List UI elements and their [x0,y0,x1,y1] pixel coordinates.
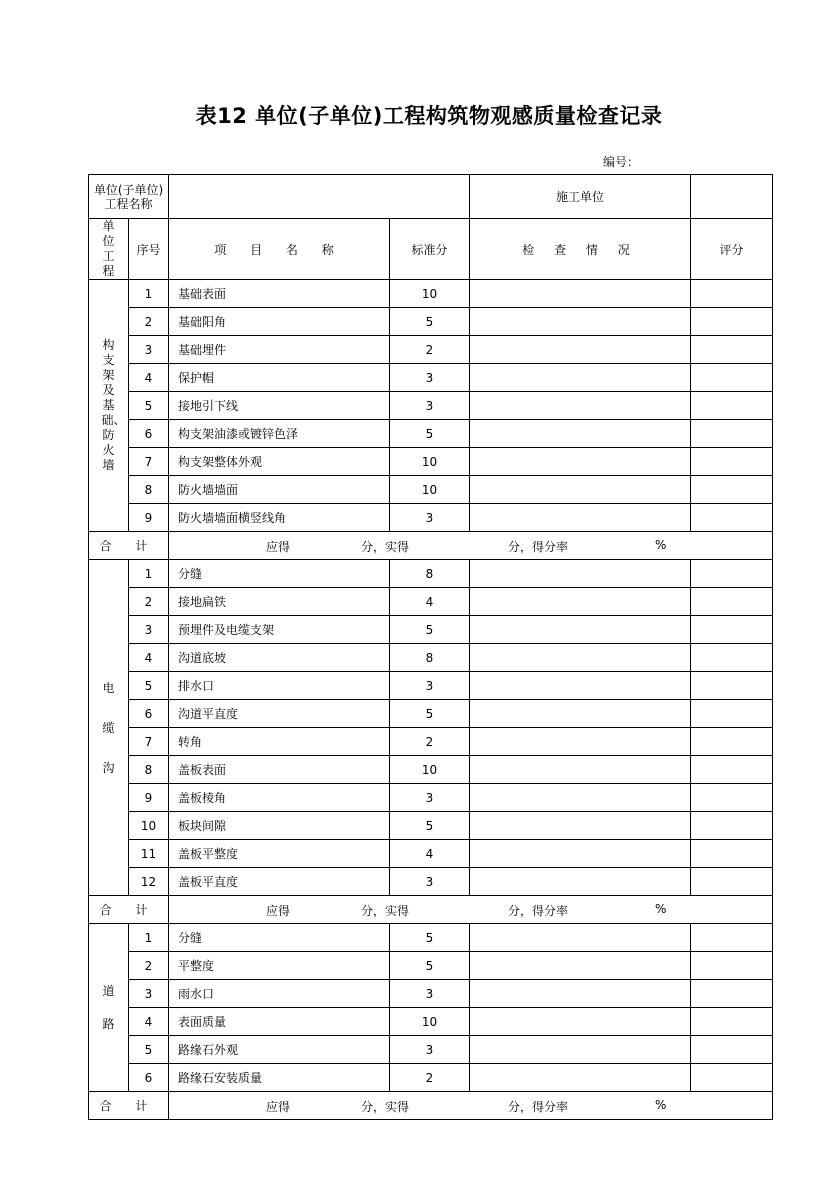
item-check-field[interactable] [470,280,691,308]
table-row [89,700,773,728]
table-row [89,1064,773,1092]
item-no: 8 [129,756,169,784]
item-no: 4 [129,364,169,392]
item-check-field[interactable] [470,308,691,336]
item-no: 12 [129,868,169,896]
summary-rate: 分，得分率 [508,1100,569,1114]
item-name: 基础表面 [169,280,390,308]
item-name: 转角 [169,728,390,756]
item-name: 雨水口 [169,980,390,1008]
item-name: 盖板平整度 [169,840,390,868]
item-no: 2 [129,588,169,616]
item-check-field[interactable] [470,672,691,700]
item-no: 10 [129,812,169,840]
col-check: 检 查 情 况 [470,219,691,280]
summary-rate: 分，得分率 [508,540,569,554]
table-row [89,420,773,448]
code-label: 编号： [603,155,640,169]
item-name: 分缝 [169,924,390,952]
item-score-field[interactable] [691,504,773,532]
item-score-field[interactable] [691,476,773,504]
item-no: 6 [129,700,169,728]
table-row [89,728,773,756]
item-no: 9 [129,784,169,812]
item-name: 预埋件及电缆支架 [169,616,390,644]
item-no: 3 [129,616,169,644]
item-standard-score: 4 [390,840,470,868]
item-score-field[interactable] [691,756,773,784]
item-no: 6 [129,1064,169,1092]
col-item: 项 目 名 称 [169,219,390,280]
table-row [89,588,773,616]
summary-formula[interactable] [169,896,773,924]
item-no: 1 [129,280,169,308]
item-standard-score: 10 [390,280,470,308]
item-check-field[interactable] [470,364,691,392]
item-check-field[interactable] [470,448,691,476]
item-no: 11 [129,840,169,868]
item-check-field[interactable] [470,700,691,728]
item-name: 排水口 [169,672,390,700]
item-no: 3 [129,980,169,1008]
item-standard-score: 3 [390,980,470,1008]
item-score-field[interactable] [691,700,773,728]
item-check-field[interactable] [470,560,691,588]
summary-row [89,1092,773,1120]
item-check-field[interactable] [470,392,691,420]
item-check-field[interactable] [470,1008,691,1036]
item-standard-score: 2 [390,336,470,364]
item-name: 盖板棱角 [169,784,390,812]
item-name: 板块间隙 [169,812,390,840]
unit-project-field[interactable] [169,175,470,219]
item-standard-score: 3 [390,364,470,392]
item-standard-score: 5 [390,924,470,952]
item-standard-score: 10 [390,476,470,504]
item-check-field[interactable] [470,1064,691,1092]
item-name: 接地引下线 [169,392,390,420]
inspection-table [88,174,773,1120]
item-name: 基础阳角 [169,308,390,336]
item-check-field[interactable] [470,924,691,952]
item-standard-score: 3 [390,504,470,532]
item-standard-score: 10 [390,756,470,784]
item-score-field[interactable] [691,672,773,700]
item-check-field[interactable] [470,588,691,616]
col-score: 评分 [691,219,773,280]
section-name: 道路 [89,924,129,1092]
item-standard-score: 10 [390,448,470,476]
item-score-field[interactable] [691,1008,773,1036]
summary-actual-get: 分，实得 [361,540,410,554]
table-row [89,644,773,672]
item-name: 路缘石安装质量 [169,1064,390,1092]
item-score-field[interactable] [691,364,773,392]
item-no: 5 [129,672,169,700]
summary-actual-get: 分，实得 [361,904,410,918]
item-score-field[interactable] [691,1064,773,1092]
item-score-field[interactable] [691,868,773,896]
item-score-field[interactable] [691,420,773,448]
table-row [89,868,773,896]
construction-unit-field[interactable] [691,175,773,219]
item-score-field[interactable] [691,616,773,644]
item-standard-score: 5 [390,308,470,336]
item-name: 基础埋件 [169,336,390,364]
item-standard-score: 4 [390,588,470,616]
summary-row [89,532,773,560]
item-no: 8 [129,476,169,504]
item-check-field[interactable] [470,784,691,812]
table-row [89,336,773,364]
item-check-field[interactable] [470,980,691,1008]
table-row [89,756,773,784]
summary-should-get: 应得 [266,1100,291,1114]
item-check-field[interactable] [470,952,691,980]
summary-percent: % [655,1098,667,1112]
summary-label: 合 计 [89,896,169,924]
item-no: 1 [129,924,169,952]
page-title: 表12 单位(子单位)工程构筑物观感质量检查记录 [195,104,663,128]
item-standard-score: 8 [390,560,470,588]
item-score-field[interactable] [691,1036,773,1064]
item-score-field[interactable] [691,280,773,308]
item-no: 2 [129,952,169,980]
section-name: 电缆沟 [89,560,129,896]
item-standard-score: 3 [390,868,470,896]
table-row [89,364,773,392]
table-row [89,448,773,476]
item-name: 平整度 [169,952,390,980]
table-row [89,392,773,420]
item-check-field[interactable] [470,840,691,868]
item-check-field[interactable] [470,504,691,532]
item-check-field[interactable] [470,812,691,840]
item-name: 路缘石外观 [169,1036,390,1064]
item-name: 盖板平直度 [169,868,390,896]
item-check-field[interactable] [470,476,691,504]
item-score-field[interactable] [691,336,773,364]
item-score-field[interactable] [691,588,773,616]
item-standard-score: 2 [390,1064,470,1092]
table-row [89,476,773,504]
item-no: 3 [129,336,169,364]
item-score-field[interactable] [691,980,773,1008]
item-score-field[interactable] [691,560,773,588]
summary-actual-get: 分，实得 [361,1100,410,1114]
item-standard-score: 5 [390,616,470,644]
table-row [89,1036,773,1064]
item-check-field[interactable] [470,1036,691,1064]
summary-formula[interactable] [169,1092,773,1120]
col-standard: 标准分 [390,219,470,280]
table-row [89,560,773,588]
item-no: 1 [129,560,169,588]
table-row [89,980,773,1008]
table-row [89,952,773,980]
col-no: 序号 [129,219,169,280]
item-score-field[interactable] [691,812,773,840]
item-standard-score: 5 [390,952,470,980]
item-no: 6 [129,420,169,448]
item-check-field[interactable] [470,616,691,644]
item-name: 沟道平直度 [169,700,390,728]
table-row [89,504,773,532]
item-standard-score: 8 [390,644,470,672]
item-no: 4 [129,644,169,672]
item-score-field[interactable] [691,392,773,420]
item-standard-score: 5 [390,700,470,728]
item-name: 盖板表面 [169,756,390,784]
item-name: 防火墙墙面横竖线角 [169,504,390,532]
item-check-field[interactable] [470,728,691,756]
item-score-field[interactable] [691,448,773,476]
item-no: 2 [129,308,169,336]
item-check-field[interactable] [470,644,691,672]
item-score-field[interactable] [691,924,773,952]
item-score-field[interactable] [691,644,773,672]
header-row-columns [89,219,773,280]
item-standard-score: 3 [390,672,470,700]
summary-formula[interactable] [169,532,773,560]
item-standard-score: 3 [390,1036,470,1064]
item-score-field[interactable] [691,308,773,336]
item-name: 构支架油漆或镀锌色泽 [169,420,390,448]
table-row [89,672,773,700]
item-name: 防火墙墙面 [169,476,390,504]
item-name: 接地扁铁 [169,588,390,616]
item-score-field[interactable] [691,952,773,980]
item-name: 表面质量 [169,1008,390,1036]
item-standard-score: 3 [390,784,470,812]
item-check-field[interactable] [470,336,691,364]
summary-percent: % [655,902,667,916]
summary-rate: 分，得分率 [508,904,569,918]
item-standard-score: 2 [390,728,470,756]
construction-unit-label: 施工单位 [470,175,691,219]
summary-label: 合 计 [89,532,169,560]
table-row [89,1008,773,1036]
item-no: 5 [129,392,169,420]
item-name: 保护帽 [169,364,390,392]
item-check-field[interactable] [470,420,691,448]
table-row [89,280,773,308]
table-row [89,924,773,952]
item-standard-score: 5 [390,812,470,840]
header-row-project [89,175,773,219]
item-standard-score: 5 [390,420,470,448]
table-row [89,840,773,868]
item-no: 9 [129,504,169,532]
item-score-field[interactable] [691,728,773,756]
item-score-field[interactable] [691,840,773,868]
unit-project-label: 单位(子单位) 工程名称 [89,175,169,219]
item-check-field[interactable] [470,756,691,784]
table-row [89,784,773,812]
table-row [89,308,773,336]
item-check-field[interactable] [470,868,691,896]
summary-should-get: 应得 [266,904,291,918]
section-name: 构支架及基础、防火墙 [89,280,129,532]
item-no: 5 [129,1036,169,1064]
item-no: 7 [129,448,169,476]
summary-should-get: 应得 [266,540,291,554]
summary-percent: % [655,538,667,552]
item-name: 构支架整体外观 [169,448,390,476]
item-standard-score: 3 [390,392,470,420]
item-no: 7 [129,728,169,756]
table-row [89,812,773,840]
item-name: 分缝 [169,560,390,588]
summary-row [89,896,773,924]
table-row [89,616,773,644]
summary-label: 合 计 [89,1092,169,1120]
item-name: 沟道底坡 [169,644,390,672]
col-unit-project: 单位工程 [89,219,129,280]
item-no: 4 [129,1008,169,1036]
item-score-field[interactable] [691,784,773,812]
item-standard-score: 10 [390,1008,470,1036]
